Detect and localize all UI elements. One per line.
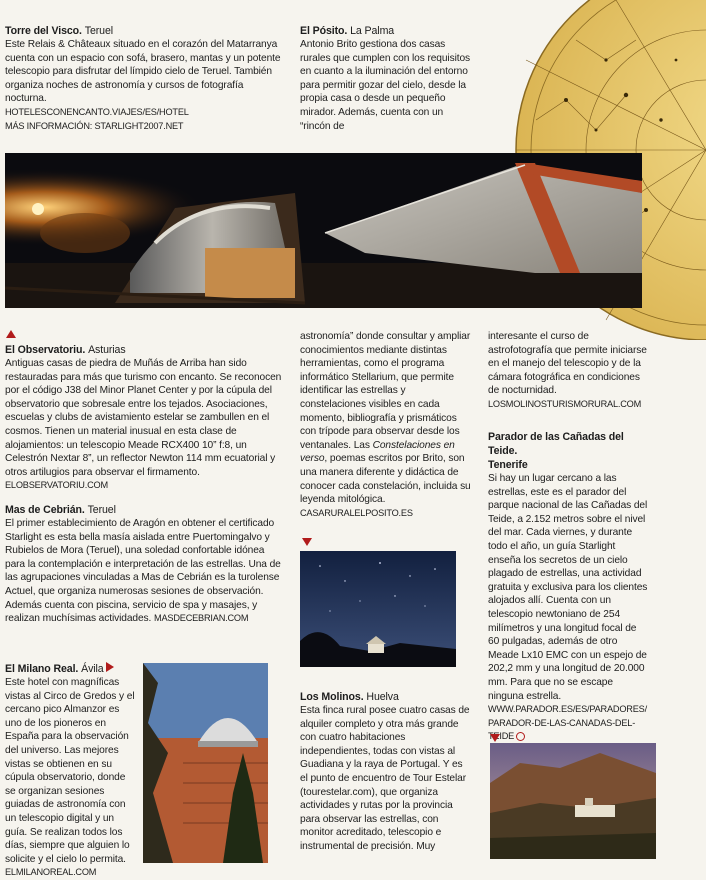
article-link[interactable]: ELMILANOREAL.COM [5, 867, 97, 878]
more-info-link[interactable]: MÁS INFORMACIÓN: STARLIGHT2007.NET [5, 120, 184, 131]
article-link[interactable]: ELOBSERVATORIU.COM [5, 480, 108, 491]
article-body: astronomía” donde consultar y ampliar conocimientos mediante distintas herramientas, como el programa informático Stellarium, que permite identificar las estrellas y constelaciones visibles en cada momento, bibliografía y prismáticos con trípode para observar desde los ventanales. Las Constelaciones en verso, poemas escritos por Brito, son una manera diferente y didáctica de conocer cada constelación, incluida su leyenda mitológica. [300, 331, 471, 506]
right-arrow-icon [106, 662, 114, 672]
article-body: Este hotel con magníficas vistas al Circo de Gredos y el cercano pico Almanzor es uno de los pioneros en España para la observación del universo. Las mejores vistas se obtienen en su cúpula observatorio, donde se organizan sesiones guiadas de astronomía con un telescopio digital y un guía. Se realizan todos los días, siempre que alguien lo solicite y el cielo lo permita. ELMILANOREAL.COM [5, 677, 135, 878]
article-link[interactable]: MASDECEBRIAN.COM [154, 613, 249, 624]
article-el-posito [300, 24, 472, 133]
observatory-rooftop-photo [5, 153, 642, 308]
article-body: Antiguas casas de piedra de Muñás de Arriba han sido restauradas para más que turismo con encanto. Se reconocen por el código J38 del Minor Planet Center y por la cúpula del observatorio que sobresale entre los tejados. Asociaciones, escuelas y clubs de avistamiento estelar se zambullen en el cosmos. Tienen un material inusual en esta clase de alojamientos: un telescopio Meade RCX400 10” f:8, un Celestrón Nextar 8”, un reflector Newton 114 mm ecuatorial y otros artilugios para observar el firmamento. ELOBSERVATORIU.COM [5, 358, 282, 491]
article-title: Parador de las Cañadas del Teide. [488, 431, 624, 457]
article-body: Antonio Brito gestiona dos casas rurales que cumplen con los requisitos en cuanto a la iluminación del entorno para permitir gozar del cielo, desde la propia casa o desde un pequeño mirador. Además, cuenta con un “rincón de [300, 39, 471, 132]
end-mark-icon [516, 732, 525, 741]
article-el-observatoriu [5, 343, 285, 493]
down-arrow-icon [302, 533, 312, 551]
article-body: Este Relais & Châteaux situado en el corazón del Matarranya cuenta con un espacio con sofá, brasero, mantas y un potente telescopio para disfrutar del límpido cielo de Teruel. También organiza noches de astronomía y cursos de fotografía nocturna. [5, 39, 281, 105]
article-parador-teide [488, 430, 650, 744]
article-link-continued[interactable]: PARADOR-DE-LAS-CANADAS-DEL-TEIDE [488, 717, 636, 742]
article-title: El Observatoriu. Asturias [5, 344, 126, 356]
article-link[interactable]: WWW.PARADOR.ES/ES/PARADORES/ [488, 704, 647, 715]
article-title: El Pósito. La Palma [300, 25, 395, 37]
article-title: Mas de Cebrián. Teruel [5, 504, 116, 516]
teide-landscape-photo [490, 743, 656, 859]
article-body: Esta finca rural posee cuatro casas de alquiler completo y otra más grande con cuatro habitaciones independientes, todas con vistas al Guadiana y la raya de Portugal. Y es el punto de encuentro de Tour Estelar (tourestelar.com), que organiza actividades y rutas por la provincia para observar las estrellas, con monitor acreditado, telescopio e instrumental de precisión. Muy [300, 705, 470, 852]
night-sky-photo [300, 551, 456, 667]
article-el-milano-real [5, 662, 137, 880]
article-body: El primer establecimiento de Aragón en obtener el certificado Starlight es esta bella masía aislada entre Puertomingalvo y Rubielos de Mora (Teruel), una soledad confortable idónea para la contemplación e interpretación de las estrellas. Una de las agrupaciones vinculadas a Mas de Cebrián es la turolense Actuel, que organiza numerosas sesiones de observación. Además cuenta con piscina, servicio de spa y masajes, y realizan muchísimas actividades. MASDECEBRIAN.COM [5, 518, 281, 625]
up-arrow-icon [6, 325, 16, 343]
article-los-molinos-continued [488, 330, 648, 412]
article-torre-del-visco [5, 24, 283, 133]
article-el-posito-continued [300, 330, 472, 520]
milano-dome-photo [143, 663, 268, 863]
article-location: Tenerife [488, 459, 528, 471]
article-body: interesante el curso de astrofotografía que permite iniciarse en el manejo del telescopio y de la cámara fotográfica en condiciones de nocturnidad. [488, 331, 647, 397]
article-title: Los Molinos. Huelva [300, 691, 399, 703]
article-mas-de-cebrian [5, 503, 285, 626]
article-title: El Milano Real. Ávila [5, 662, 137, 676]
article-los-molinos [300, 690, 472, 854]
article-link[interactable]: HOTELESCONENCANTO.VIAJES/ES/HOTEL [5, 106, 189, 117]
article-link[interactable]: CASARURALELPOSITO.ES [300, 507, 413, 518]
article-body: Si hay un lugar cercano a las estrellas, este es el parador del parque nacional de las Cañadas del Teide, a 2.152 metros sobre el nivel del mar. Cada viernes, y durante todo el año, un guía Starlight enseña los secretos de un cielo plagado de estrellas, una actividad gratuita y exclusiva para los clientes alojados allí. Cuenta con un telescopio newtoniano de 254 milímetros y una longitud focal de 60 pulgadas, además de otro Meade Lx10 EMC con un espejo de 202,2 mm y una longitud de 20.000 mm. Para que no se escape ninguna estrella. [488, 473, 648, 702]
article-title: Torre del Visco. Teruel [5, 25, 114, 37]
article-link[interactable]: LOSMOLINOSTURISMORURAL.COM [488, 398, 642, 409]
